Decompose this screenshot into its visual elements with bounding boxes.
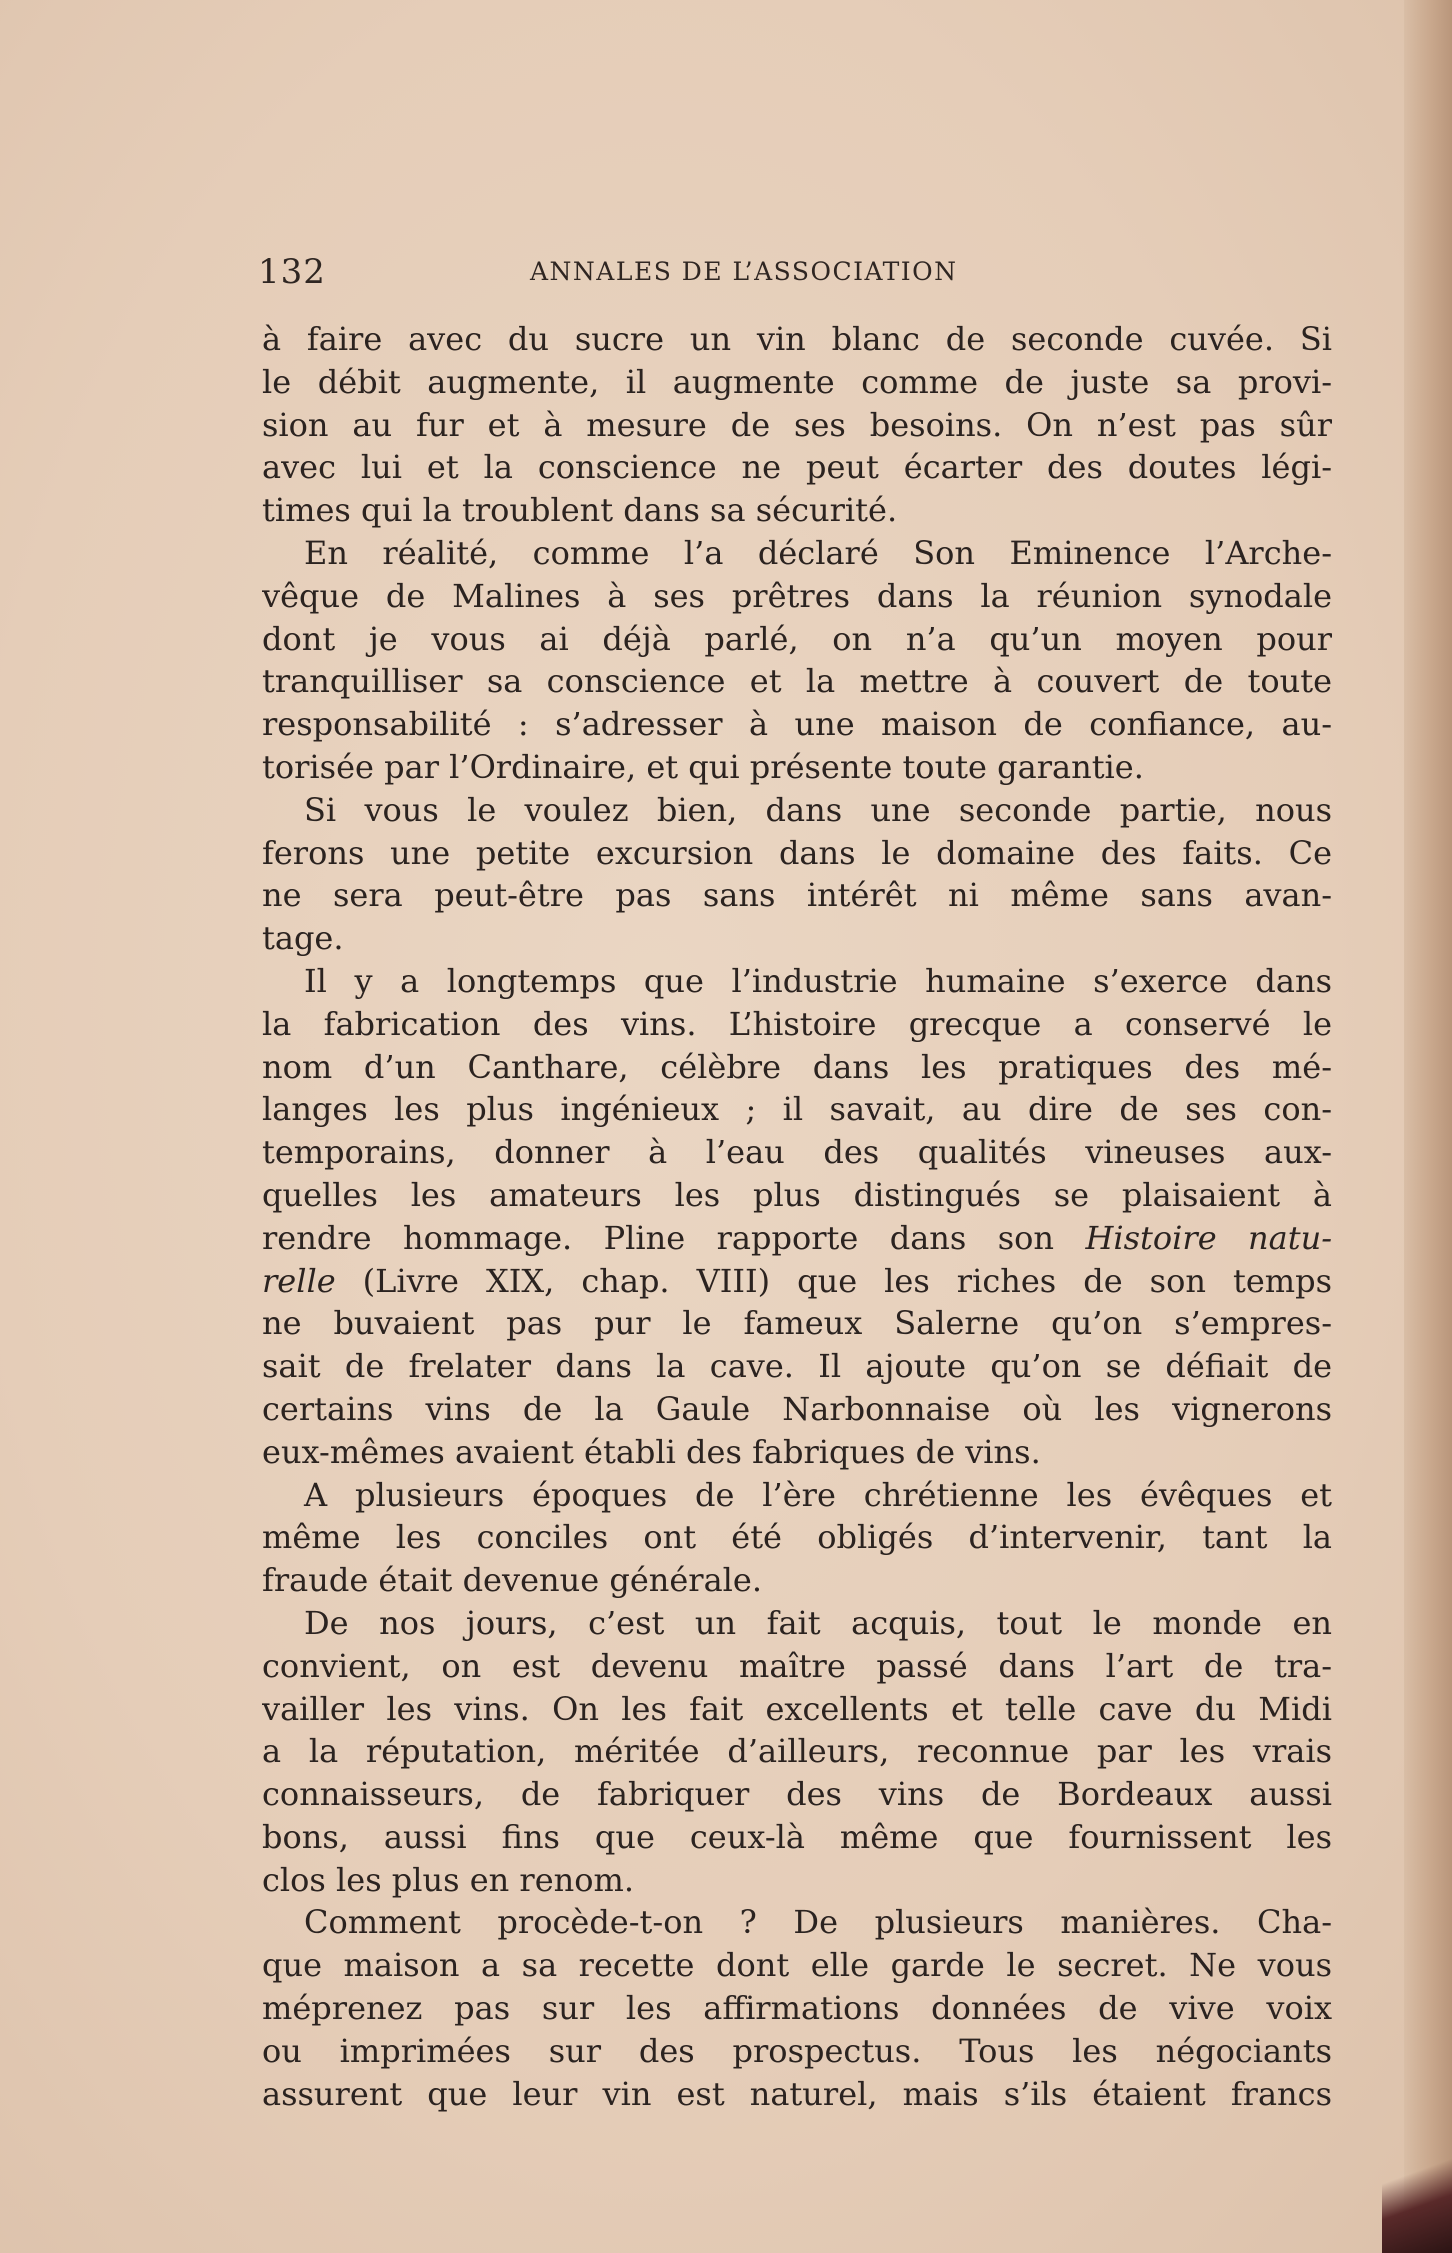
text-line: nom d’un Canthare, célèbre dans les pratiques des mé- <box>262 1047 1332 1086</box>
text-fragment: (Livre XIX, chap. VIII) que les riches de son temps <box>362 1261 1332 1300</box>
text-line: certains vins de la Gaule Narbonnaise où les vignerons <box>262 1389 1332 1428</box>
text-line: tage. <box>262 919 344 958</box>
page-edge <box>1404 0 1452 2253</box>
text-line: dont je vous ai déjà parlé, on n’a qu’un moyen pour <box>262 619 1332 658</box>
text-line: connaisseurs, de fabriquer des vins de Bordeaux aussi <box>262 1775 1332 1814</box>
text-line: méprenez pas sur les affirmations données de vive voix <box>262 1989 1332 2028</box>
running-title: ANNALES DE L’ASSOCIATION <box>530 257 958 286</box>
text-line: Il y a longtemps que l’industrie humaine s’exerce dans <box>304 961 1332 1000</box>
body-text <box>262 318 1332 2115</box>
text-line: que maison a sa recette dont elle garde le secret. Ne vous <box>262 1946 1332 1985</box>
text-line: avec lui et la conscience ne peut écarter des doutes légi- <box>262 448 1332 487</box>
text-line: à faire avec du sucre un vin blanc de seconde cuvée. Si <box>262 320 1332 358</box>
text-line: convient, on est devenu maître passé dans l’art de tra- <box>262 1646 1332 1685</box>
text-line: ne buvaient pas pur le fameux Salerne qu’on s’empres- <box>262 1304 1332 1343</box>
text-line: vêque de Malines à ses prêtres dans la réunion synodale <box>262 576 1332 615</box>
text-line: vailler les vins. On les fait excellents et telle cave du Midi <box>262 1689 1332 1728</box>
text-line: le débit augmente, il augmente comme de juste sa provi- <box>262 362 1332 401</box>
text-line: sion au fur et à mesure de ses besoins. On n’est pas sûr <box>262 405 1332 444</box>
text-line: langes les plus ingénieux ; il savait, au dire de ses con- <box>262 1090 1332 1129</box>
text-line: De nos jours, c’est un fait acquis, tout le monde en <box>304 1603 1332 1642</box>
text-line: fraude était devenue générale. <box>262 1561 763 1600</box>
text-line: bons, aussi fins que ceux-là même que fournissent les <box>262 1817 1332 1856</box>
text-line: ferons une petite excursion dans le domaine des faits. Ce <box>262 833 1332 872</box>
text-line: En réalité, comme l’a déclaré Son Eminence l’Arche- <box>304 533 1332 572</box>
text-line: A plusieurs époques de l’ère chrétienne les évêques et <box>304 1475 1332 1514</box>
text-line: torisée par l’Ordinaire, et qui présente toute garantie. <box>262 747 1144 786</box>
text-line: times qui la troublent dans sa sécurité. <box>262 491 898 530</box>
text-line: ou imprimées sur des prospectus. Tous les négociants <box>262 2031 1332 2070</box>
book-title-italic: Histoire natu- <box>1085 1218 1332 1257</box>
text-line: ne sera peut-être pas sans intérêt ni même sans avan- <box>262 876 1332 915</box>
text-line: la fabrication des vins. L’histoire grecque a conservé le <box>262 1004 1332 1043</box>
text-line: sait de frelater dans la cave. Il ajoute qu’on se défiait de <box>262 1347 1332 1386</box>
text-line <box>262 1260 1332 1303</box>
text-line: temporains, donner à l’eau des qualités vineuses aux- <box>262 1133 1332 1172</box>
text-fragment: rendre hommage. Pline rapporte dans son <box>262 1218 1086 1257</box>
text-line: Comment procède-t-on ? De plusieurs manières. Cha- <box>304 1903 1332 1942</box>
text-line: assurent que leur vin est naturel, mais s’ils étaient francs <box>262 2074 1332 2113</box>
page-number: 132 <box>258 252 326 292</box>
text-line: tranquilliser sa conscience et la mettre à couvert de toute <box>262 662 1332 701</box>
running-head <box>258 252 1058 292</box>
text-line: même les conciles ont été obligés d’intervenir, tant la <box>262 1518 1332 1557</box>
corner-stain <box>1382 2133 1452 2253</box>
book-title-italic: relle <box>262 1261 336 1300</box>
text-line: responsabilité : s’adresser à une maison de confiance, au- <box>262 705 1332 744</box>
text-line: clos les plus en renom. <box>262 1860 635 1899</box>
text-line <box>262 1217 1332 1260</box>
text-line: Si vous le voulez bien, dans une seconde partie, nous <box>304 790 1332 829</box>
text-line: a la réputation, méritée d’ailleurs, reconnue par les vrais <box>262 1732 1332 1771</box>
text-line: eux-mêmes avaient établi des fabriques de vins. <box>262 1432 1041 1471</box>
text-line: quelles les amateurs les plus distingués se plaisaient à <box>262 1175 1332 1214</box>
